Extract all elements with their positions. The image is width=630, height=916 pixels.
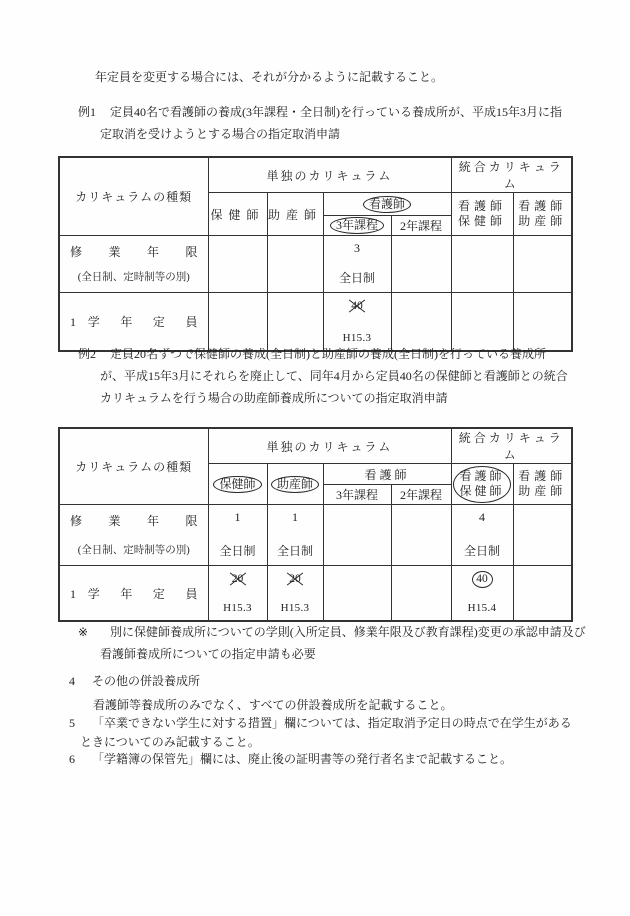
t2-header-integrated-curriculum: 統合カリキュラム: [451, 428, 572, 464]
t1-kango-josan-line1: 看護師: [518, 199, 567, 213]
t2-hokenshi-date: H15.3: [223, 602, 252, 614]
t2-kango-hoken-new-circle-mark: 40: [472, 571, 493, 588]
t2-header-josanshi: [267, 464, 323, 505]
t2-row-capacity-label: [59, 566, 208, 622]
t1-header-hokenshi: 保健師: [208, 193, 267, 236]
t2-years-josanshi-type: 全日制: [276, 544, 313, 558]
note-item-6-text: 「学籍簿の保管先」欄には、廃止後の証明書等の発行者名まで記載すること。: [92, 752, 513, 766]
empty-cell: [323, 566, 391, 622]
t1-capacity-date: H15.3: [342, 332, 372, 344]
t2-header-curriculum-type: カリキュラムの種類: [59, 428, 208, 505]
note-item-5: [69, 714, 575, 752]
empty-cell: [513, 236, 572, 293]
example-2-label: 例2: [78, 347, 97, 361]
t2-cell-capacity-hokenshi: [208, 566, 267, 622]
t1-capacity-deleted-mark: [349, 298, 365, 314]
t2-josanshi-circle-mark: 助産師: [271, 476, 319, 493]
t1-header-josanshi: 助産師: [267, 193, 323, 236]
t2-row-years-label: [59, 505, 208, 566]
t1-header-kangoshi-josanshi: [513, 193, 572, 236]
t1-kango-hoken-line1: 看護師: [457, 199, 506, 213]
t1-row-years-label: [59, 236, 208, 293]
t2-kango-josan-line2: 助産師: [518, 484, 567, 498]
example-1-text: 定員40名で看護師の養成(3年課程・全日制)を行っている養成所が、平成15年3月に指定取消を受けようとする場合の指定取消申請: [100, 105, 562, 141]
t2-hokenshi-deleted-mark: [230, 571, 246, 587]
t1-header-course2: 2年課程: [391, 216, 451, 236]
example-1-label: 例1: [78, 105, 97, 119]
t1-kangoshi-circle-mark: 看護師: [363, 196, 411, 213]
t1-years-course3-value: 3: [354, 241, 360, 255]
t2-years-hokenshi-type: 全日制: [219, 544, 256, 558]
t2-header-kangoshi-josanshi: [513, 464, 572, 505]
t2-header-kangoshi: 看護師: [323, 464, 451, 485]
t2-header-course3: 3年課程: [323, 485, 391, 505]
t1-header-single-curriculum: 単独のカリキュラム: [208, 157, 451, 193]
note-item-4-title: その他の併設養成所: [92, 674, 201, 688]
t2-header-hokenshi: [208, 464, 267, 505]
t2-years-kango-hoken-type: 全日制: [463, 544, 500, 558]
t2-years-hokenshi-value: 1: [234, 510, 241, 524]
t1-capacity-old-value: 40: [351, 300, 363, 312]
t2-header-single-curriculum: 単独のカリキュラム: [208, 428, 451, 464]
t1-header-curriculum-type: カリキュラムの種類: [59, 157, 208, 236]
t2-header-kangoshi-hokenshi: [451, 464, 513, 505]
empty-cell: [513, 505, 572, 566]
t2-kango-hoken-line2: 保健師: [459, 483, 505, 498]
asterisk-note: [78, 621, 590, 665]
empty-cell: [208, 236, 267, 293]
note-item-5-text: 「卒業できない学生に対する措置」欄については、指定取消予定日の時点で在学生があるときについてのみ記載すること。: [80, 716, 572, 749]
t1-years-course3-type: 全日制: [338, 271, 375, 285]
t1-kango-hoken-line2: 保健師: [457, 214, 506, 228]
t2-cell-years-josanshi: [267, 505, 323, 566]
t2-kango-josan-line1: 看護師: [518, 469, 567, 483]
note-item-4-line1: [69, 671, 574, 691]
t1-capacity-label: 1 学 年 定 員: [70, 315, 198, 329]
t1-years-label-line1: 修 業 年 限: [70, 245, 198, 259]
t2-header-course2: 2年課程: [391, 485, 451, 505]
t2-years-label-line1: 修 業 年 限: [70, 514, 198, 528]
t1-header-course3: [323, 216, 391, 236]
empty-cell: [391, 566, 451, 622]
t2-josanshi-date: H15.3: [280, 602, 310, 614]
empty-cell: [323, 505, 391, 566]
t2-kango-hoken-line1: 看護師: [459, 468, 505, 483]
t2-cell-capacity-kango-hoken: [451, 566, 513, 622]
example-1: [78, 101, 568, 145]
t1-cell-years-course3: [323, 236, 391, 293]
empty-cell: [451, 236, 513, 293]
t2-cell-years-hokenshi: [208, 505, 267, 566]
t1-header-kangoshi: [323, 193, 451, 216]
note-item-4-line2: 看護師等養成所のみでなく、すべての併設養成所を記載すること。: [93, 698, 453, 712]
t2-cell-years-kango-hoken: [451, 505, 513, 566]
note-item-5-number: 5: [69, 716, 75, 730]
t2-years-label-line2: (全日制、定時制等の別): [77, 545, 190, 556]
t2-hokenshi-circle-mark: 保健師: [213, 476, 261, 493]
t2-josanshi-deleted-mark: [287, 571, 303, 587]
t1-kango-josan-line2: 助産師: [518, 214, 567, 228]
t2-hokenshi-old-value: 20: [231, 573, 244, 585]
curriculum-table-2: [58, 427, 573, 622]
t1-years-label-line2: (全日制、定時制等の別): [77, 272, 190, 283]
t2-years-josanshi-value: 1: [292, 510, 298, 524]
t2-cell-capacity-josanshi: [267, 566, 323, 622]
asterisk-note-text: 別に保健師養成所についての学則(入所定員、修業年限及び教育課程)変更の承認申請及び看護師養成所についての指定申請も必要: [100, 625, 586, 661]
example-2: [78, 343, 568, 409]
example-2-text: 定員20名ずつで保健師の養成(全日制)と助産師の養成(全日制)を行っている養成所が、平成15年3月にそれらを廃止して、同年4月から定員40名の保健師と看護師との統合カリキュラムを行う場合の助産師養成所についての指定取消申請: [100, 347, 568, 405]
t1-header-kangoshi-hokenshi: [451, 193, 513, 236]
note-item-6-number: 6: [69, 752, 75, 766]
t2-years-kango-hoken-value: 4: [479, 510, 485, 524]
t2-capacity-label: 1 学 年 定 員: [70, 586, 198, 601]
note-item-6: [69, 750, 574, 769]
empty-cell: [513, 566, 572, 622]
t1-course3-circle-mark: 3年課程: [330, 217, 384, 234]
t2-kango-hoken-date: H15.4: [467, 602, 497, 614]
note-item-4-number: 4: [69, 674, 75, 688]
note-item-4: [69, 671, 574, 715]
t2-josanshi-old-value: 20: [289, 573, 301, 585]
intro-text: 年定員を変更する場合には、それが分かるように記載すること。: [95, 70, 444, 84]
asterisk-note-label: ※: [78, 625, 89, 639]
empty-cell: [391, 236, 451, 293]
t1-header-integrated-curriculum: 統合カリキュラム: [451, 157, 572, 193]
empty-cell: [391, 505, 451, 566]
empty-cell: [267, 236, 323, 293]
t2-kango-hoken-circle-mark: [453, 466, 510, 503]
curriculum-table-1: [58, 156, 573, 352]
